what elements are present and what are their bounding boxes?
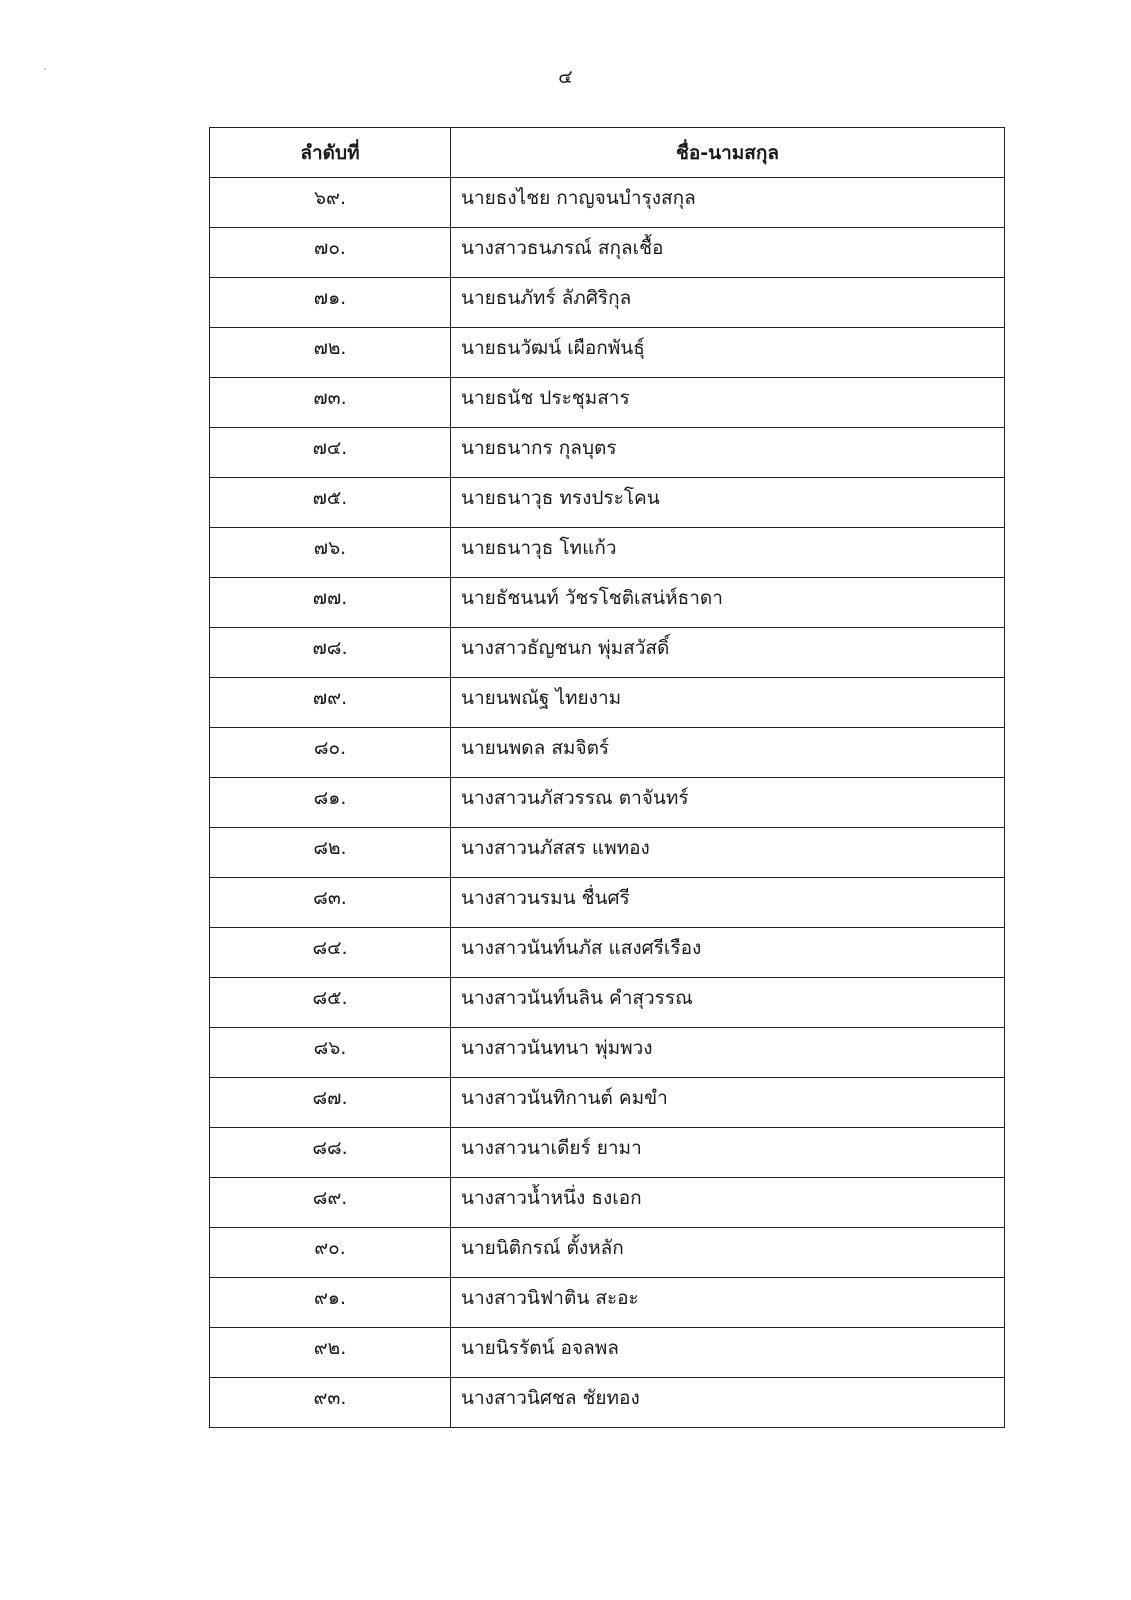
row-name-cell: [451, 928, 1005, 978]
table-row: [210, 428, 1005, 478]
row-number-cell: [210, 728, 451, 778]
table-row: [210, 1278, 1005, 1328]
table-row: [210, 628, 1005, 678]
header-name: [451, 128, 1005, 178]
row-full-name: นางสาวนิฟาติน สะอะ: [461, 1286, 639, 1309]
row-number-cell: [210, 528, 451, 578]
row-full-name: นายธนาวุธ โทแก้ว: [461, 536, 617, 559]
table-row: [210, 778, 1005, 828]
table-row: [210, 278, 1005, 328]
table-row: [210, 728, 1005, 778]
row-full-name: นางสาวธัญชนก พุ่มสวัสดิ์: [461, 636, 670, 659]
row-name-cell: [451, 978, 1005, 1028]
row-number: ๗๕.: [312, 486, 348, 509]
table-row: [210, 878, 1005, 928]
row-number-cell: [210, 1028, 451, 1078]
row-name-cell: [451, 678, 1005, 728]
row-name-cell: [451, 278, 1005, 328]
row-name-cell: [451, 478, 1005, 528]
table-row: [210, 1228, 1005, 1278]
row-number: ๘๓.: [313, 886, 347, 909]
row-number-cell: [210, 1378, 451, 1428]
row-name-cell: [451, 178, 1005, 228]
name-list-table: [209, 127, 1005, 1428]
row-name-cell: [451, 378, 1005, 428]
table-row: [210, 178, 1005, 228]
row-full-name: นายนพดล สมจิตร์: [461, 736, 610, 759]
row-full-name: นางสาวนันท์นภัส แสงศรีเรือง: [461, 936, 702, 959]
row-number-cell: [210, 328, 451, 378]
header-number: [210, 128, 451, 178]
table-row: [210, 1178, 1005, 1228]
table-row: [210, 1078, 1005, 1128]
table-row: [210, 528, 1005, 578]
table-row: [210, 378, 1005, 428]
row-name-cell: [451, 1378, 1005, 1428]
row-number-cell: [210, 278, 451, 328]
row-name-cell: [451, 1128, 1005, 1178]
row-full-name: นายนิรรัตน์ อจลพล: [461, 1336, 619, 1359]
page-number: ๔: [558, 66, 573, 88]
row-number-cell: [210, 178, 451, 228]
row-number: ๗๙.: [312, 686, 348, 709]
row-number: ๘๑.: [313, 786, 347, 809]
row-full-name: นายนพณัฐ ไทยงาม: [461, 686, 622, 709]
row-name-cell: [451, 328, 1005, 378]
row-full-name: นายธนวัฒน์ เผือกพันธุ์: [461, 336, 645, 359]
table-row: [210, 578, 1005, 628]
row-name-cell: [451, 1278, 1005, 1328]
row-full-name: นางสาวนภัสวรรณ ตาจันทร์: [461, 786, 689, 809]
row-full-name: นางสาวนภัสสร แพทอง: [461, 836, 650, 859]
row-name-cell: [451, 728, 1005, 778]
row-number: ๘๖.: [313, 1036, 347, 1059]
row-number: ๗๖.: [313, 536, 347, 559]
table-row: [210, 478, 1005, 528]
row-number: ๘๔.: [312, 936, 348, 959]
row-full-name: นางสาวน้ำหนึ่ง ธงเอก: [461, 1186, 642, 1209]
row-number: ๘๗.: [312, 1086, 348, 1109]
row-full-name: นางสาวนรมน ชื่นศรี: [461, 886, 630, 909]
row-name-cell: [451, 578, 1005, 628]
row-number: ๙๓.: [313, 1386, 347, 1409]
row-full-name: นายธนภัทร์ ลัภศิริกุล: [461, 286, 632, 309]
row-number: ๘๘.: [312, 1136, 348, 1159]
row-full-name: นายธนากร กุลบุตร: [461, 436, 617, 459]
row-number-cell: [210, 428, 451, 478]
row-number-cell: [210, 878, 451, 928]
row-number-cell: [210, 1328, 451, 1378]
table-row: [210, 1328, 1005, 1378]
row-number-cell: [210, 628, 451, 678]
row-number-cell: [210, 778, 451, 828]
row-number: ๗๐.: [314, 236, 346, 259]
row-number-cell: [210, 578, 451, 628]
row-number: ๘๐.: [313, 736, 347, 759]
row-number: ๗๔.: [312, 436, 348, 459]
row-name-cell: [451, 228, 1005, 278]
row-full-name: นายธัชนนท์ วัชรโชติเสน่ห์ธาดา: [461, 586, 723, 609]
header-name-label: ชื่อ-นามสกุล: [675, 141, 780, 164]
row-number-cell: [210, 828, 451, 878]
row-number-cell: [210, 228, 451, 278]
row-name-cell: [451, 428, 1005, 478]
row-number: ๘๒.: [313, 836, 347, 859]
row-number-cell: [210, 478, 451, 528]
row-number: ๗๘.: [312, 636, 348, 659]
row-name-cell: [451, 1328, 1005, 1378]
row-number-cell: [210, 1178, 451, 1228]
row-number-cell: [210, 978, 451, 1028]
row-name-cell: [451, 628, 1005, 678]
row-number: ๖๙.: [313, 186, 347, 209]
row-number-cell: [210, 378, 451, 428]
table-row: [210, 828, 1005, 878]
row-number: ๙๒.: [313, 1336, 347, 1359]
row-full-name: นายนิติกรณ์ ตั้งหลัก: [461, 1236, 624, 1259]
row-full-name: นางสาวนันทิกานต์ คมขำ: [461, 1086, 668, 1109]
row-full-name: นายธนาวุธ ทรงประโคน: [461, 486, 660, 509]
table-body: [210, 178, 1005, 1428]
row-name-cell: [451, 1028, 1005, 1078]
row-number: ๗๗.: [312, 586, 348, 609]
row-name-cell: [451, 778, 1005, 828]
row-full-name: นางสาวธนภรณ์ สกุลเชื้อ: [461, 236, 664, 259]
table-row: [210, 1378, 1005, 1428]
table-row: [210, 678, 1005, 728]
row-name-cell: [451, 528, 1005, 578]
row-name-cell: [451, 1178, 1005, 1228]
row-number: ๗๑.: [313, 286, 347, 309]
row-number-cell: [210, 678, 451, 728]
table-row: [210, 928, 1005, 978]
header-number-label: ลำดับที่: [300, 141, 360, 164]
row-name-cell: [451, 878, 1005, 928]
table-row: [210, 328, 1005, 378]
table-row: [210, 978, 1005, 1028]
row-name-cell: [451, 828, 1005, 878]
table-header-row: [210, 128, 1005, 178]
row-name-cell: [451, 1228, 1005, 1278]
table-row: [210, 1028, 1005, 1078]
row-number: ๙๑.: [313, 1286, 347, 1309]
row-number-cell: [210, 1278, 451, 1328]
row-number-cell: [210, 928, 451, 978]
table-row: [210, 228, 1005, 278]
row-full-name: นางสาวนิศชล ชัยทอง: [461, 1386, 640, 1409]
row-number-cell: [210, 1228, 451, 1278]
row-number: ๗๓.: [313, 386, 347, 409]
row-number: ๘๙.: [312, 1186, 348, 1209]
row-name-cell: [451, 1078, 1005, 1128]
row-number: ๘๕.: [312, 986, 348, 1009]
row-full-name: นายธนัช ประชุมสาร: [461, 386, 630, 409]
row-number-cell: [210, 1128, 451, 1178]
row-number: ๗๒.: [313, 336, 347, 359]
row-full-name: นางสาวนันทนา พุ่มพวง: [461, 1036, 653, 1059]
table-row: [210, 1128, 1005, 1178]
row-number-cell: [210, 1078, 451, 1128]
row-full-name: นางสาวนาเดียร์ ยามา: [461, 1136, 642, 1159]
row-number: ๙๐.: [314, 1236, 346, 1259]
row-full-name: นายธงไชย กาญจนบำรุงสกุล: [461, 186, 696, 209]
row-full-name: นางสาวนันท์นลิน คำสุวรรณ: [461, 986, 693, 1009]
